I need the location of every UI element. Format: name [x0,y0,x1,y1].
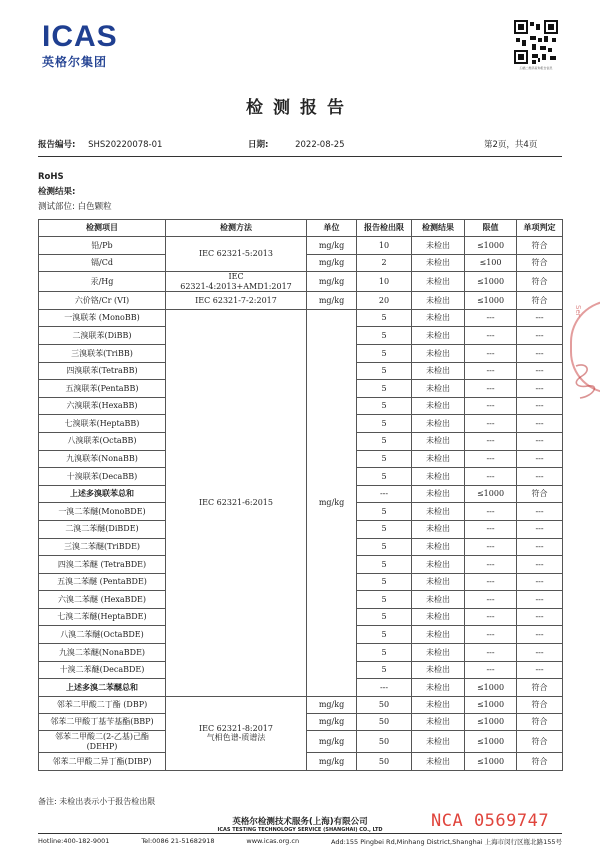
limit-cell: --- [465,309,517,327]
item-cell: 镉/Cd [39,254,166,272]
verdict-cell: --- [517,538,563,556]
verdict-cell: --- [517,644,563,662]
mdl-cell: 5 [357,397,412,415]
mdl-cell: 5 [357,608,412,626]
unit-cell: mg/kg [307,272,357,292]
verdict-cell: --- [517,432,563,450]
verdict-cell: --- [517,626,563,644]
remarks-note: 备注: 未检出表示小于报告检出限 [38,797,156,806]
limit-cell: ≤1000 [465,679,517,697]
mdl-cell: 5 [357,538,412,556]
item-cell: 一溴联苯 (MonoBB) [39,309,166,327]
footer-divider [38,833,562,834]
mdl-cell: 50 [357,753,412,771]
signature-icon [572,360,598,400]
footer-hotline: Hotline:400-182-9001 [38,837,110,845]
verdict-cell: 符合 [517,272,563,292]
verdict-cell: 符合 [517,713,563,731]
report-date [248,138,345,150]
mdl-cell: --- [357,485,412,503]
item-cell: 七溴联苯(HeptaBB) [39,415,166,433]
logo-mark: ICAS [42,20,118,53]
item-cell: 九溴二苯醚(NonaBDE) [39,644,166,662]
header-method: 检测方法 [166,220,307,237]
limit-cell: --- [465,626,517,644]
item-cell: 邻苯二甲酸二异丁酯(DIBP) [39,753,166,771]
verdict-cell: --- [517,591,563,609]
item-cell: 十溴二苯醚(DecaBDE) [39,661,166,679]
verdict-cell: --- [517,450,563,468]
mdl-cell: --- [357,679,412,697]
mdl-cell: 50 [357,731,412,753]
limit-cell: --- [465,520,517,538]
method-cell: IEC 62321-4:2013+AMD1:2017 [166,272,307,292]
item-cell: 五溴二苯醚 (PentaBDE) [39,573,166,591]
mdl-cell: 5 [357,432,412,450]
result-cell: 未检出 [412,626,465,644]
mdl-cell: 2 [357,254,412,272]
limit-cell: ≤100 [465,254,517,272]
limit-cell: --- [465,380,517,398]
limit-cell: --- [465,556,517,574]
item-cell: 十溴联苯(DecaBB) [39,468,166,486]
item-cell: 邻苯二甲酸二(2-乙基)己酯 (DEHP) [39,731,166,753]
test-part-label: 测试部位: 白色颗粒 [38,202,112,212]
limit-cell: --- [465,362,517,380]
item-cell: 上述多溴联苯总和 [39,485,166,503]
mdl-cell: 20 [357,292,412,310]
item-cell: 八溴联苯(OctaBB) [39,432,166,450]
item-cell: 邻苯二甲酸二丁酯 (DBP) [39,696,166,713]
mdl-cell: 5 [357,644,412,662]
limit-cell: ≤1000 [465,292,517,310]
verdict-cell: --- [517,520,563,538]
table-row [39,696,563,713]
footer-web: www.icas.org.cn [246,837,300,845]
verdict-cell: --- [517,415,563,433]
result-cell: 未检出 [412,608,465,626]
verdict-cell: 符合 [517,731,563,753]
unit-cell: mg/kg [307,292,357,310]
item-cell: 邻苯二甲酸丁基苄基酯(BBP) [39,713,166,731]
footer-address: Add:155 Pingbei Rd,Minhang District,Shanghai 上海市闵行区瓶北路155号 [330,838,562,846]
limit-cell: ≤1000 [465,272,517,292]
limit-cell: --- [465,432,517,450]
mdl-cell: 5 [357,309,412,327]
limit-cell: ≤1000 [465,731,517,753]
mdl-cell: 5 [357,344,412,362]
verdict-cell: 符合 [517,254,563,272]
result-cell: 未检出 [412,344,465,362]
item-cell: 六溴联苯(HexaBB) [39,397,166,415]
result-cell: 未检出 [412,591,465,609]
report-date-label: 日期: [248,140,269,150]
item-cell: 九溴联苯(NonaBB) [39,450,166,468]
result-cell: 未检出 [412,503,465,521]
mdl-cell: 10 [357,237,412,255]
header-verdict: 单项判定 [517,220,563,237]
verdict-cell: --- [517,573,563,591]
mdl-cell: 5 [357,503,412,521]
mdl-cell: 50 [357,696,412,713]
verdict-cell: --- [517,327,563,345]
verdict-cell: --- [517,309,563,327]
unit-cell: mg/kg [307,753,357,771]
limit-cell: --- [465,468,517,486]
verdict-cell: 符合 [517,753,563,771]
mdl-cell: 5 [357,468,412,486]
limit-cell: --- [465,591,517,609]
verdict-cell: --- [517,380,563,398]
verdict-cell: --- [517,362,563,380]
item-cell: 铅/Pb [39,237,166,255]
item-cell: 一溴二苯醚(MonoBDE) [39,503,166,521]
item-cell: 二溴联苯(DiBB) [39,327,166,345]
mdl-cell: 5 [357,556,412,574]
result-cell: 未检出 [412,644,465,662]
limit-cell: --- [465,397,517,415]
result-cell: 未检出 [412,661,465,679]
header-result: 检测结果 [412,220,465,237]
table-body [39,237,563,771]
company-name: 英格尔检测技术服务(上海)有限公司 [232,817,368,827]
verdict-cell: --- [517,661,563,679]
item-cell: 五溴联苯(PentaBB) [39,380,166,398]
mdl-cell: 5 [357,573,412,591]
header-item: 检测项目 [39,220,166,237]
results-label: 检测结果: [38,187,76,197]
serial-number: NCA 0569747 [431,811,550,831]
item-cell: 四溴二苯醚 (TetraBDE) [39,556,166,574]
unit-cell: mg/kg [307,237,357,255]
report-number [38,138,162,150]
limit-cell: ≤1000 [465,485,517,503]
page-title: 检测报告 [246,98,354,118]
result-cell: 未检出 [412,309,465,327]
verdict-cell: 符合 [517,485,563,503]
verdict-cell: --- [517,503,563,521]
mdl-cell: 50 [357,713,412,731]
method-cell: IEC 62321-8:2017 气相色谱-质谱法 [166,696,307,770]
seal-stamp-text: Ser [574,305,582,317]
table-row [39,292,563,310]
result-cell: 未检出 [412,485,465,503]
table-row [39,272,563,292]
result-cell: 未检出 [412,397,465,415]
result-cell: 未检出 [412,432,465,450]
limit-cell: --- [465,503,517,521]
result-cell: 未检出 [412,292,465,310]
page-indicator: 第2页，共4页 [484,140,538,150]
result-cell: 未检出 [412,327,465,345]
result-cell: 未检出 [412,450,465,468]
result-cell: 未检出 [412,272,465,292]
limit-cell: ≤1000 [465,696,517,713]
result-cell: 未检出 [412,520,465,538]
item-cell: 八溴二苯醚(OctaBDE) [39,626,166,644]
result-cell: 未检出 [412,538,465,556]
item-cell: 上述多溴二苯醚总和 [39,679,166,697]
verdict-cell: 符合 [517,679,563,697]
verdict-cell: --- [517,468,563,486]
qr-code-icon [514,20,558,64]
table-header-row [39,220,563,237]
unit-cell: mg/kg [307,254,357,272]
mdl-cell: 5 [357,362,412,380]
method-cell: IEC 62321-6:2015 [166,309,307,696]
result-cell: 未检出 [412,696,465,713]
qr-caption: 扫描二维码查询报告信息 [519,66,553,70]
result-cell: 未检出 [412,415,465,433]
unit-cell: mg/kg [307,713,357,731]
limit-cell: ≤1000 [465,753,517,771]
company-name-en: ICAS TESTING TECHNOLOGY SERVICE (SHANGHAI) CO., LTD [217,827,383,833]
result-cell: 未检出 [412,362,465,380]
mdl-cell: 5 [357,591,412,609]
result-cell: 未检出 [412,468,465,486]
method-cell: IEC 62321-7-2:2017 [166,292,307,310]
mdl-cell: 5 [357,520,412,538]
company-logo [42,22,118,70]
verdict-cell: --- [517,344,563,362]
result-cell: 未检出 [412,380,465,398]
limit-cell: --- [465,661,517,679]
result-cell: 未检出 [412,679,465,697]
item-cell: 四溴联苯(TetraBB) [39,362,166,380]
result-cell: 未检出 [412,573,465,591]
limit-cell: --- [465,644,517,662]
logo-subtitle: 英格尔集团 [42,55,108,69]
result-cell: 未检出 [412,731,465,753]
limit-cell: --- [465,327,517,345]
verdict-cell: 符合 [517,292,563,310]
mdl-cell: 5 [357,327,412,345]
table-row [39,309,563,327]
header-unit: 单位 [307,220,357,237]
result-cell: 未检出 [412,753,465,771]
limit-cell: --- [465,344,517,362]
standard-label: RoHS [38,172,64,182]
header-mdl: 报告检出限 [357,220,412,237]
result-cell: 未检出 [412,556,465,574]
item-cell: 三溴二苯醚(TriBDE) [39,538,166,556]
report-date-value: 2022-08-25 [295,140,345,150]
mdl-cell: 5 [357,415,412,433]
unit-cell: mg/kg [307,696,357,713]
unit-cell: mg/kg [307,309,357,696]
item-cell: 六价铬/Cr (VI) [39,292,166,310]
table-row [39,237,563,255]
item-cell: 二溴二苯醚(DiBDE) [39,520,166,538]
method-cell: IEC 62321-5:2013 [166,237,307,272]
result-cell: 未检出 [412,713,465,731]
mdl-cell: 5 [357,661,412,679]
item-cell: 六溴二苯醚 (HexaBDE) [39,591,166,609]
item-cell: 三溴联苯(TriBB) [39,344,166,362]
limit-cell: --- [465,573,517,591]
item-cell: 汞/Hg [39,272,166,292]
header-divider [38,156,562,157]
verdict-cell: --- [517,397,563,415]
limit-cell: --- [465,450,517,468]
mdl-cell: 10 [357,272,412,292]
limit-cell: ≤1000 [465,713,517,731]
verdict-cell: 符合 [517,237,563,255]
verdict-cell: --- [517,556,563,574]
footer-tel: Tel:0086 21-51682918 [141,837,215,845]
verdict-cell: --- [517,608,563,626]
footer-contact [38,837,562,846]
limit-cell: ≤1000 [465,237,517,255]
limit-cell: --- [465,415,517,433]
header-limit: 限值 [465,220,517,237]
result-cell: 未检出 [412,254,465,272]
mdl-cell: 5 [357,380,412,398]
unit-cell: mg/kg [307,731,357,753]
mdl-cell: 5 [357,626,412,644]
limit-cell: --- [465,608,517,626]
results-table [38,219,563,771]
report-number-label: 报告编号: [38,140,76,150]
result-cell: 未检出 [412,237,465,255]
mdl-cell: 5 [357,450,412,468]
limit-cell: --- [465,538,517,556]
report-number-value: SHS20220078-01 [88,140,163,150]
item-cell: 七溴二苯醚(HeptaBDE) [39,608,166,626]
verdict-cell: 符合 [517,696,563,713]
